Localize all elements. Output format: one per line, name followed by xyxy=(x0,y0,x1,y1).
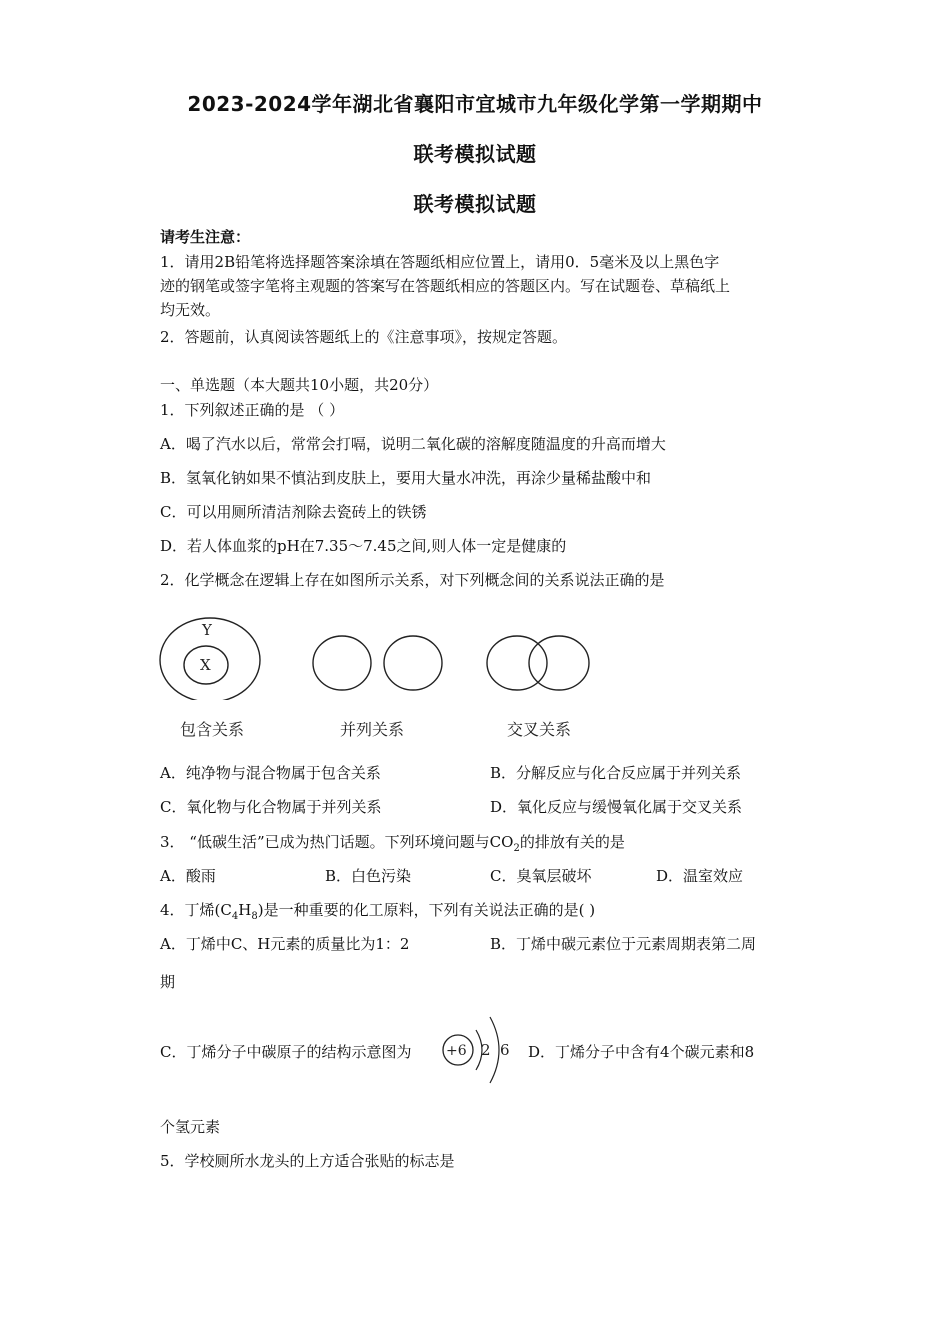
q2-option-b: B．分解反应与化合反应属于并列关系 xyxy=(490,764,742,782)
q2-option-a: A．纯净物与混合物属于包含关系 xyxy=(160,764,381,782)
notice-item-1a: 1．请用2B铅笔将选择题答案涂填在答题纸相应位置上，请用0．5毫米及以上黑色字 xyxy=(160,253,720,271)
nucleus-charge: +6 xyxy=(446,1043,467,1059)
q4-option-c: C．丁烯分子中碳原子的结构示意图为 xyxy=(160,1043,412,1061)
label-cross: 交叉关系 xyxy=(507,720,572,739)
label-parallel: 并列关系 xyxy=(340,720,405,739)
shell-2-electrons: 6 xyxy=(500,1041,510,1059)
q4-option-a: A．丁烯中C、H元素的质量比为1：2 xyxy=(160,935,410,953)
section-heading: 一、单选题（本大题共10小题，共20分） xyxy=(160,376,439,394)
q4-option-b: B．丁烯中碳元素位于元素周期表第二周 xyxy=(490,935,757,953)
q3-option-c: C．臭氧层破坏 xyxy=(490,867,592,885)
q3-option-b: B．白色污染 xyxy=(325,867,412,885)
notice-item-1c: 均无效。 xyxy=(160,301,221,319)
q3-option-d: D．温室效应 xyxy=(656,867,744,885)
q4-stem-mid: H xyxy=(238,901,252,919)
parallel-circle-left xyxy=(313,636,371,690)
title-line-3: 联考模拟试题 xyxy=(413,192,537,216)
q4-stem-post: )是一种重要的化工原料，下列有关说法正确的是( ) xyxy=(257,901,596,919)
title-line-1: 2023-2024学年湖北省襄阳市宜城市九年级化学第一学期期中 xyxy=(187,92,763,116)
q1-option-b: B．氢氧化钠如果不慎沾到皮肤上，要用大量水冲洗，再涂少量稀盐酸中和 xyxy=(160,469,652,487)
label-contain: 包含关系 xyxy=(180,720,245,739)
q3-stem-sub: 2 xyxy=(513,843,520,854)
q1-stem: 1．下列叙述正确的是 （ ） xyxy=(160,401,345,419)
title-line-2: 联考模拟试题 xyxy=(413,142,537,166)
carbon-atom-structure-diagram xyxy=(440,1003,520,1091)
q3-stem-pre: 3． “低碳生活”已成为热门话题。下列环境问题与CO xyxy=(160,833,514,851)
cross-circle-right xyxy=(529,636,589,690)
q1-option-a: A．喝了汽水以后，常常会打嗝，说明二氧化碳的溶解度随温度的升高而增大 xyxy=(160,435,666,453)
shell-1-electrons: 2 xyxy=(481,1041,491,1059)
q1-option-c: C．可以用厕所清洁剂除去瓷砖上的铁锈 xyxy=(160,503,427,521)
q4-stem-pre: 4．丁烯(C xyxy=(160,901,232,919)
q5-stem: 5．学校厕所水龙头的上方适合张贴的标志是 xyxy=(160,1152,455,1170)
q2-option-d: D．氧化反应与缓慢氧化属于交叉关系 xyxy=(490,798,743,816)
relation-diagram xyxy=(150,605,600,700)
q3-stem xyxy=(160,832,625,859)
notice-heading: 请考生注意： xyxy=(160,228,251,246)
q3-option-a: A．酸雨 xyxy=(160,867,216,885)
notice-item-1b: 迹的钢笔或签字笔将主观题的答案写在答题纸相应的答题区内。写在试题卷、草稿纸上 xyxy=(160,277,731,295)
electron-shell-2-arc xyxy=(490,1017,499,1083)
q4-stem xyxy=(160,900,595,927)
q4-stem-sub2: 8 xyxy=(251,911,258,922)
q2-stem: 2．化学概念在逻辑上存在如图所示关系，对下列概念间的关系说法正确的是 xyxy=(160,571,665,589)
q1-option-d: D．若人体血浆的pH在7.35～7.45之间,则人体一定是健康的 xyxy=(160,537,567,555)
label-y: Y xyxy=(202,621,212,639)
label-x: X xyxy=(200,656,211,674)
notice-item-2: 2．答题前，认真阅读答题纸上的《注意事项》，按规定答题。 xyxy=(160,328,568,346)
q4-stem-sub1: 4 xyxy=(231,911,239,922)
q2-option-c: C．氧化物与化合物属于并列关系 xyxy=(160,798,382,816)
parallel-circle-right xyxy=(384,636,442,690)
q4-option-d: D．丁烯分子中含有4个碳元素和8 xyxy=(528,1043,755,1061)
q4-option-d-cont: 个氢元素 xyxy=(160,1118,221,1136)
q4-option-b-cont: 期 xyxy=(160,973,176,991)
q3-stem-post: 的排放有关的是 xyxy=(519,833,625,851)
